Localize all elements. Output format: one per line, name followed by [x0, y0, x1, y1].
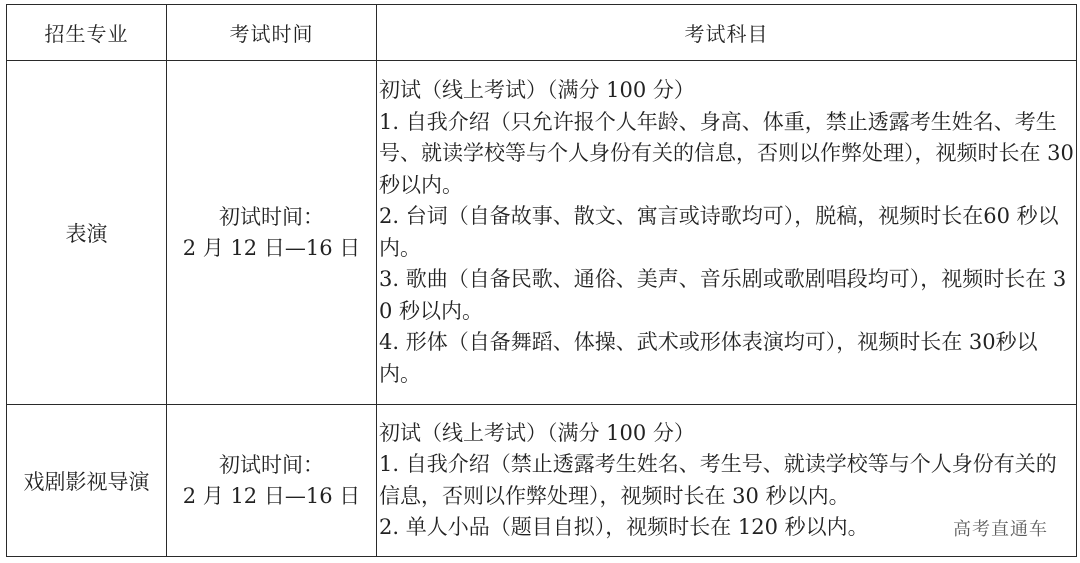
admission-exam-table-container	[6, 4, 1076, 556]
source-watermark: 高考直通车	[953, 519, 1048, 540]
exam-subjects-cell	[377, 61, 1077, 405]
table-row	[7, 405, 1077, 557]
subject-heading: 初试（线上考试）（满分 100 分）	[379, 420, 695, 445]
subject-item: 2. 单人小品（题目自拟），视频时长在 120 秒以内。	[379, 515, 869, 539]
exam-time-cell	[167, 61, 377, 405]
subject-item: 3. 歌曲（自备民歌、通俗、美声、音乐剧或歌剧唱段均可），视频时长在 30 秒以内。	[379, 267, 1067, 323]
subject-item: 1. 自我介绍（只允许报个人年龄、身高、体重，禁止透露考生姓名、考生号、就读学校等与个人身份有关的信息，否则以作弊处理），视频时长在 30 秒以内。	[379, 109, 1074, 197]
header-major: 招生专业	[7, 5, 167, 61]
major-cell: 表演	[7, 61, 167, 405]
exam-time-range: 2 月 12 日—16 日	[182, 483, 361, 508]
header-exam-time: 考试时间	[167, 5, 377, 61]
exam-time-label: 初试时间：	[219, 204, 324, 229]
header-exam-subjects: 考试科目	[377, 5, 1077, 61]
subject-item: 1. 自我介绍（禁止透露考生姓名、考生号、就读学校等与个人身份有关的信息，否则以作弊处理），视频时长在 30 秒以内。	[379, 452, 1057, 508]
exam-time-label: 初试时间：	[219, 452, 324, 477]
table-row	[7, 61, 1077, 405]
table-header-row	[7, 5, 1077, 61]
subject-item: 2. 台词（自备故事、散文、寓言或诗歌均可），脱稿，视频时长在60 秒以内。	[379, 204, 1059, 260]
subject-item: 4. 形体（自备舞蹈、体操、武术或形体表演均可），视频时长在 30秒以内。	[379, 330, 1038, 386]
exam-time-range: 2 月 12 日—16 日	[182, 235, 361, 260]
subject-heading: 初试（线上考试）（满分 100 分）	[379, 78, 695, 102]
admission-exam-table	[6, 4, 1077, 557]
exam-time-cell	[167, 405, 377, 557]
major-cell: 戏剧影视导演	[7, 405, 167, 557]
